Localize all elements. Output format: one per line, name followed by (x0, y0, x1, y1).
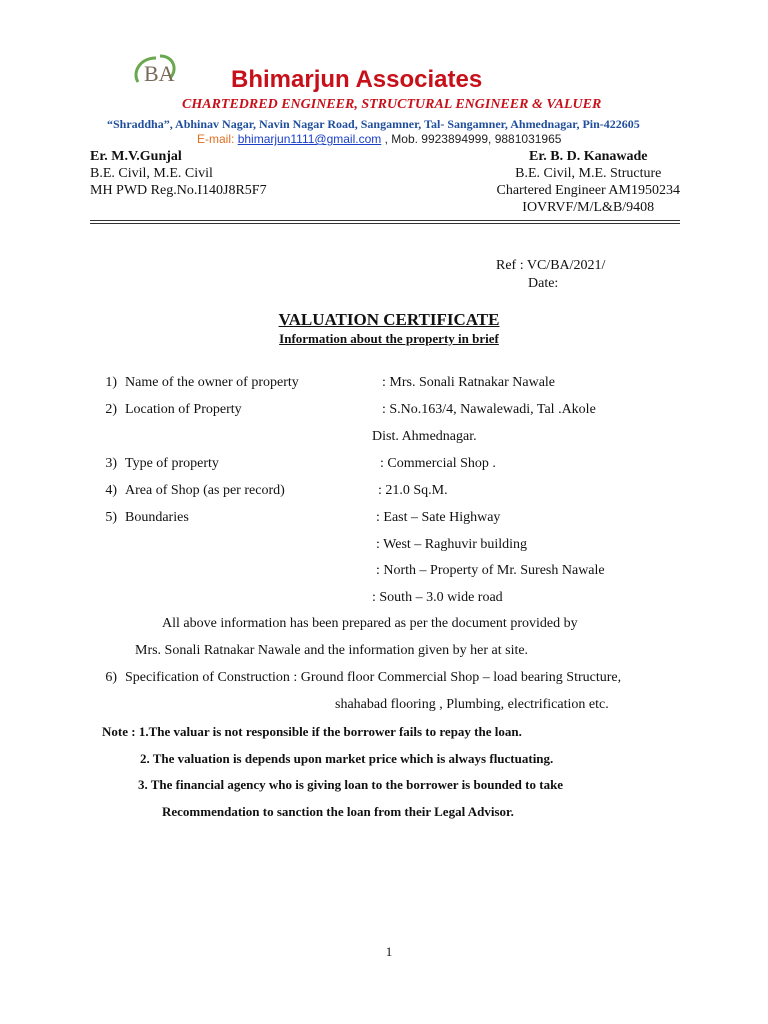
email-link[interactable]: bhimarjun1111@gmail.com (237, 132, 382, 146)
item-number: 1) (105, 375, 117, 390)
info-paragraph-line: Mrs. Sonali Ratnakar Nawale and the information given by her at site. (135, 643, 529, 658)
reference-date: Date: (528, 276, 559, 291)
item-number: 5) (105, 510, 117, 525)
engineer-right-name: Er. B. D. Kanawade (528, 149, 648, 164)
item-value: : Commercial Shop . (380, 456, 496, 471)
list-item (95, 456, 219, 472)
item-label: Area of Shop (as per record) (125, 483, 285, 498)
engineer-right (496, 148, 680, 216)
company-name: Bhimarjun Associates (231, 66, 483, 93)
engineer-right-registration: Chartered Engineer AM1950234 (496, 183, 680, 198)
reference-block (496, 257, 605, 293)
header-divider (90, 223, 680, 224)
item-number: 4) (105, 483, 117, 498)
header-divider (90, 220, 680, 221)
specification-text: Specification of Construction : Ground floor Commercial Shop – load bearing Structure, (125, 670, 622, 685)
boundary-south: : South – 3.0 wide road (372, 590, 503, 605)
item-number: 6) (105, 670, 117, 685)
specification-text-continued: shahabad flooring , Plumbing, electrification etc. (335, 697, 609, 712)
email-label: E-mail: (197, 132, 235, 146)
document-title: VALUATION CERTIFICATE (278, 310, 500, 329)
engineer-right-qualification: B.E. Civil, M.E. Structure (515, 166, 662, 181)
company-tagline: CHARTEDRED ENGINEER, STRUCTURAL ENGINEER & VALUER (182, 97, 602, 112)
engineer-left-registration: MH PWD Reg.No.I140J8R5F7 (90, 183, 267, 198)
specification-item (95, 670, 621, 686)
item-label: Location of Property (125, 402, 242, 417)
company-address: “Shraddha”, Abhinav Nagar, Navin Nagar Road, Sangamner, Tal- Sangamner, Ahmednagar, Pin-422605 (107, 117, 640, 131)
engineer-left-qualification: B.E. Civil, M.E. Civil (90, 166, 213, 181)
boundary-north: : North – Property of Mr. Suresh Nawale (376, 563, 605, 578)
list-item (95, 375, 299, 391)
contact-line (197, 132, 561, 146)
note-1: Note : 1.The valuar is not responsible if the borrower fails to repay the loan. (102, 724, 522, 739)
item-value: : S.No.163/4, Nawalewadi, Tal .Akole (382, 402, 596, 417)
list-item (95, 483, 285, 499)
info-paragraph-line: All above information has been prepared as per the document provided by (162, 616, 578, 631)
boundary-west: : West – Raghuvir building (376, 537, 528, 552)
page-number: 1 (385, 944, 393, 959)
item-label: Type of property (125, 456, 219, 471)
company-logo (130, 52, 180, 88)
list-item (95, 510, 189, 526)
reference-number: Ref : VC/BA/2021/ (496, 258, 606, 273)
item-number: 3) (105, 456, 117, 471)
item-value-continued: Dist. Ahmednagar. (372, 429, 477, 444)
item-label: Name of the owner of property (125, 375, 299, 390)
note-3: 3. The financial agency who is giving loan to the borrower is bounded to take (138, 777, 564, 792)
note-3-continued: Recommendation to sanction the loan from their Legal Advisor. (162, 804, 514, 819)
engineer-left-name: Er. M.V.Gunjal (90, 149, 182, 164)
item-label: Boundaries (125, 510, 189, 525)
engineer-right-registration-2: IOVRVF/M/L&B/9408 (522, 200, 655, 215)
item-value: : 21.0 Sq.M. (378, 483, 448, 498)
mobile-numbers: , Mob. 9923894999, 9881031965 (384, 132, 562, 146)
engineer-left (90, 148, 267, 199)
logo-lettering: BA (144, 61, 175, 86)
item-value: : East – Sate Highway (376, 510, 501, 525)
list-item (95, 402, 242, 418)
item-number: 2) (105, 402, 117, 417)
item-value: : Mrs. Sonali Ratnakar Nawale (382, 375, 556, 390)
note-2: 2. The valuation is depends upon market price which is always fluctuating. (140, 751, 554, 766)
document-subtitle: Information about the property in brief (279, 331, 499, 346)
